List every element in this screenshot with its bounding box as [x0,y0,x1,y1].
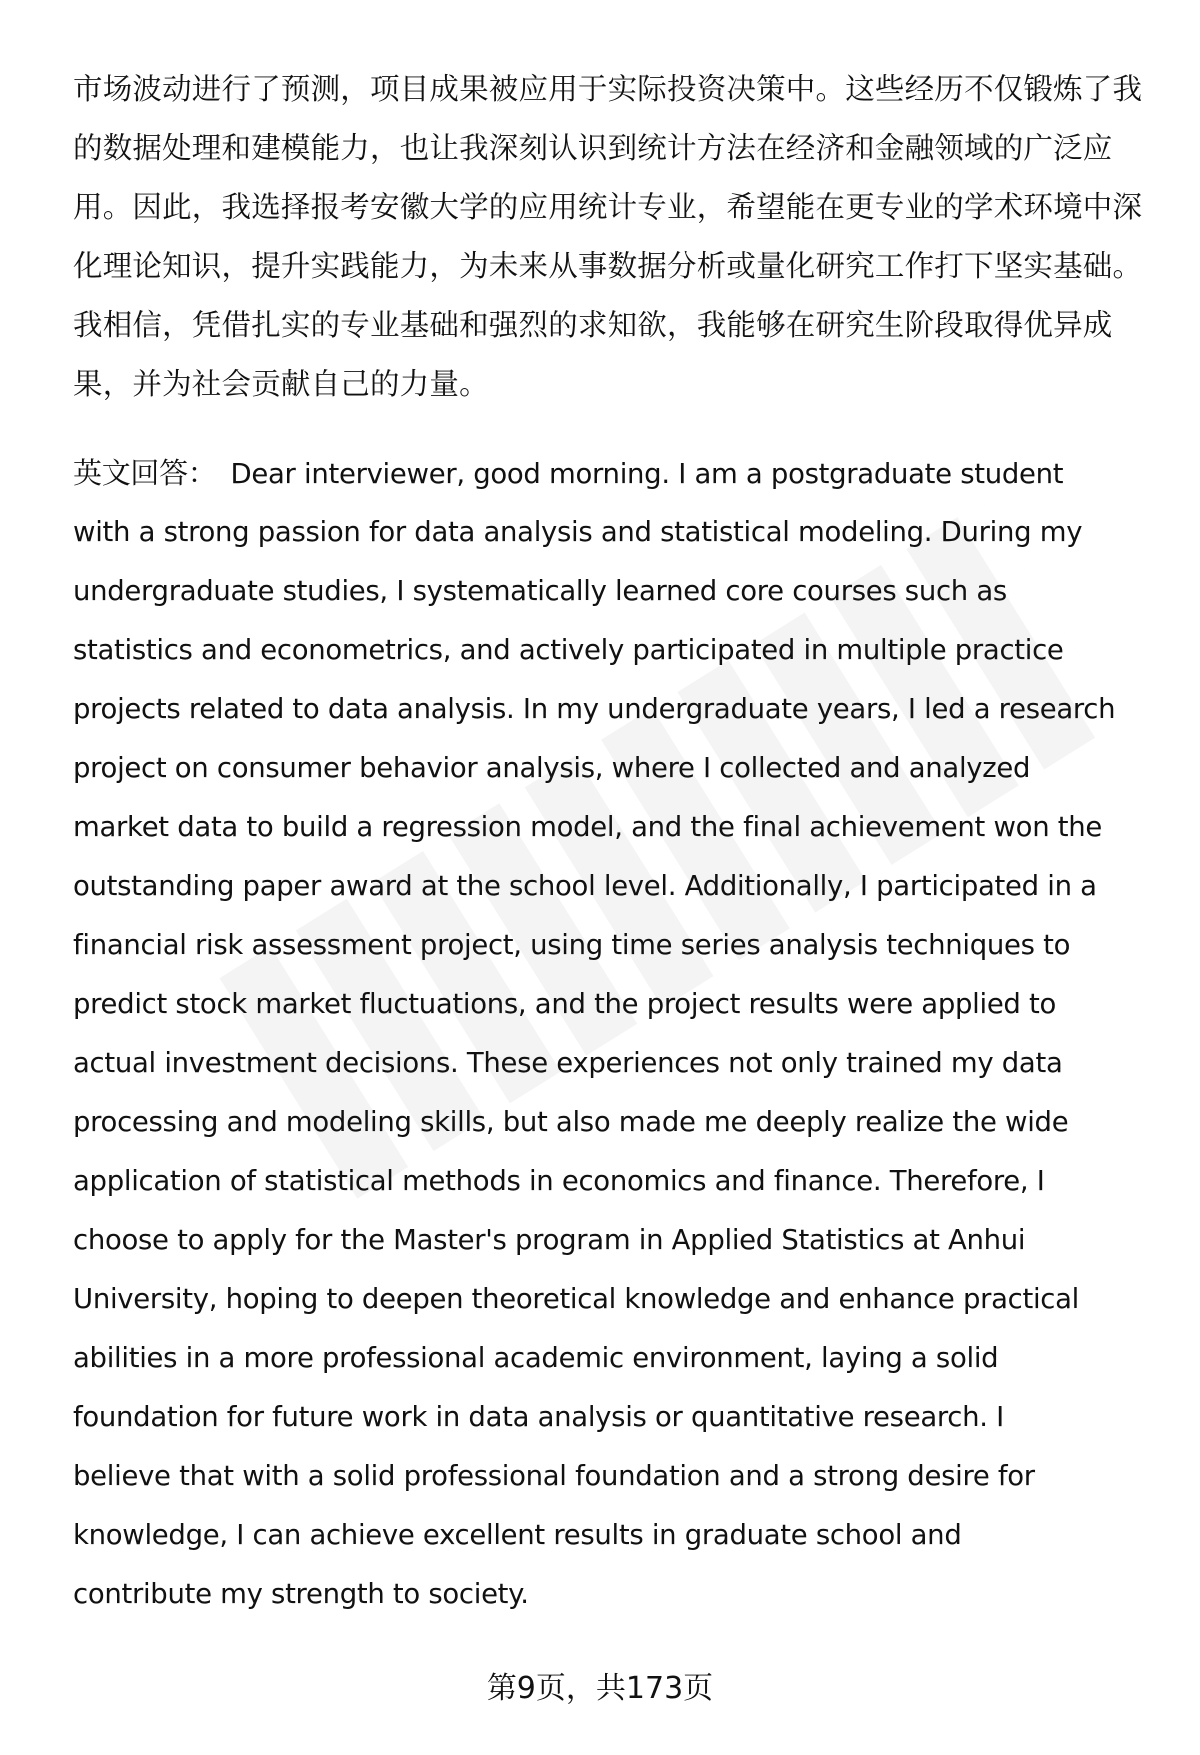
text-line: undergraduate studies, I systematically learned core courses such as [73,575,1007,607]
text-line [73,444,1163,503]
text-line: abilities in a more professional academic environment, laying a solid [73,1342,999,1374]
text-line: statistics and econometrics, and actively participated in multiple practice [73,634,1064,666]
text-line: market data to build a regression model, and the final achievement won the [73,811,1102,843]
text-line-content: Dear interviewer, good morning. I am a postgraduate student [230,458,1064,490]
text-line: 果，并为社会贡献自己的力量。 [73,367,489,401]
page-number: 第9页，共173页 [486,1671,714,1706]
text-line: application of statistical methods in economics and finance. Therefore, I [73,1165,1045,1197]
text-line: processing and modeling skills, but also made me deeply realize the wide [73,1106,1069,1138]
text-line: predict stock market fluctuations, and the project results were applied to [73,988,1057,1020]
chinese-answer-paragraph [73,60,1163,414]
text-line: 用。因此，我选择报考安徽大学的应用统计专业，希望能在更专业的学术环境中深 [73,190,1143,224]
text-line: 我相信，凭借扎实的专业基础和强烈的求知欲，我能够在研究生阶段取得优异成 [73,308,1113,342]
text-line: believe that with a solid professional foundation and a strong desire for [73,1460,1035,1492]
text-line: knowledge, I can achieve excellent results in graduate school and [73,1519,962,1551]
text-line: financial risk assessment project, using time series analysis techniques to [73,929,1071,961]
english-answer-label: 英文回答： [73,456,217,490]
text-line: University, hoping to deepen theoretical knowledge and enhance practical [73,1283,1080,1315]
text-line: projects related to data analysis. In my undergraduate years, I led a research [73,693,1116,725]
text-line: 化理论知识，提升实践能力，为未来从事数据分析或量化研究工作打下坚实基础。 [73,249,1143,283]
text-line: outstanding paper award at the school level. Additionally, I participated in a [73,870,1097,902]
text-line: foundation for future work in data analysis or quantitative research. I [73,1401,1004,1433]
text-line: project on consumer behavior analysis, where I collected and analyzed [73,752,1031,784]
text-line: with a strong passion for data analysis and statistical modeling. During my [73,516,1083,548]
text-line: actual investment decisions. These experiences not only trained my data [73,1047,1063,1079]
text-line: contribute my strength to society. [73,1578,529,1610]
english-answer-paragraph [73,444,1163,1624]
text-line: 的数据处理和建模能力，也让我深刻认识到统计方法在经济和金融领域的广泛应 [73,131,1113,165]
text-line: choose to apply for the Master's program in Applied Statistics at Anhui [73,1224,1026,1256]
text-line: 市场波动进行了预测，项目成果被应用于实际投资决策中。这些经历不仅锻炼了我 [73,72,1143,106]
